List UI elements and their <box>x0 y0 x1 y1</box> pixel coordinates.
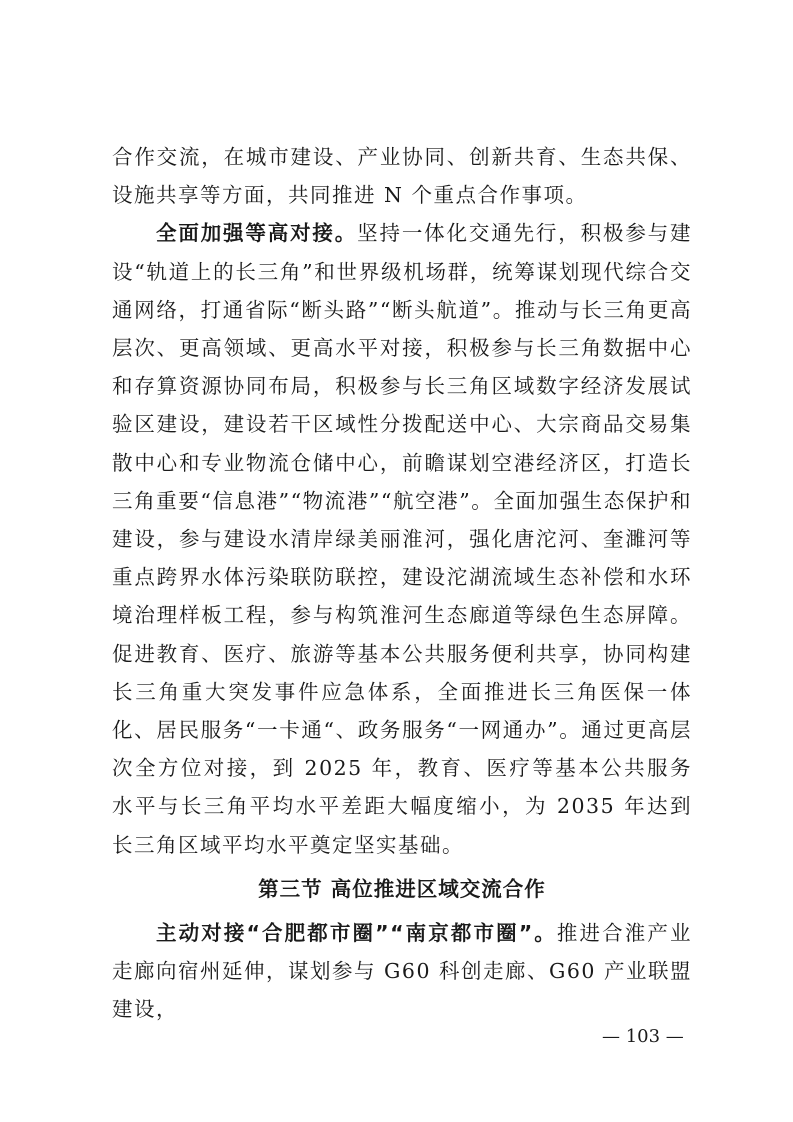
paragraph-text: 推进合淮产业走廊向宿州延伸，谋划参与 G60 科创走廊、G60 产业联盟建设， <box>112 921 692 1022</box>
body-text <box>112 138 692 1029</box>
paragraph-lead: 主动对接“合肥都市圈”“南京都市圈”。 <box>156 921 557 946</box>
section-heading: 第三节 高位推进区域交流合作 <box>258 876 546 901</box>
paragraph-text: 合作交流，在城市建设、产业协同、创新共育、生态共保、设施共享等方面，共同推进 N 个重点合作事项。 <box>112 145 692 208</box>
paragraph-text: 坚持一体化交通先行，积极参与建设“轨道上的长三角”和世界级机场群，统筹谋划现代综合交通网络，打通省际“断头路”“断头航道”。推动与长三角更高层次、更高领域、更高水平对接，积极参与长三角数据中心和存算资源协同布局，积极参与长三角区域数字经济发展试验区建设，建设若干区域性分拨配送中心、大宗商品交易集散中心和专业物流仓储中心，前瞻谋划空港经济区，打造长三角重要“信息港”“物流港”“航空港”。全面加强生态保护和建设，参与建设水清岸绿美丽淮河，强化唐沱河、奎濉河等重点跨界水体污染联防联控，建设沱湖流域生态补偿和水环境治理样板工程，参与构筑淮河生态廊道等绿色生态屏障。促进教育、医疗、旅游等基本公共服务便利共享，协同构建长三角重大突发事件应急体系，全面推进长三角医保一体化、居民服务“一卡通“、政务服务“一网通办”。通过更高层次全方位对接，到 2025 年，教育、医疗等基本公共服务水平与长三角平均水平差距大幅度缩小，为 2035 年达到长三角区域平均水平奠定坚实基础。 <box>112 221 693 857</box>
paragraph-high-level-docking <box>112 214 692 863</box>
page-number: — 103 — <box>602 1026 684 1047</box>
paragraph-lead: 全面加强等高对接。 <box>156 221 358 246</box>
paragraph-continued <box>112 138 692 214</box>
paragraph-metro-docking <box>112 914 692 1029</box>
